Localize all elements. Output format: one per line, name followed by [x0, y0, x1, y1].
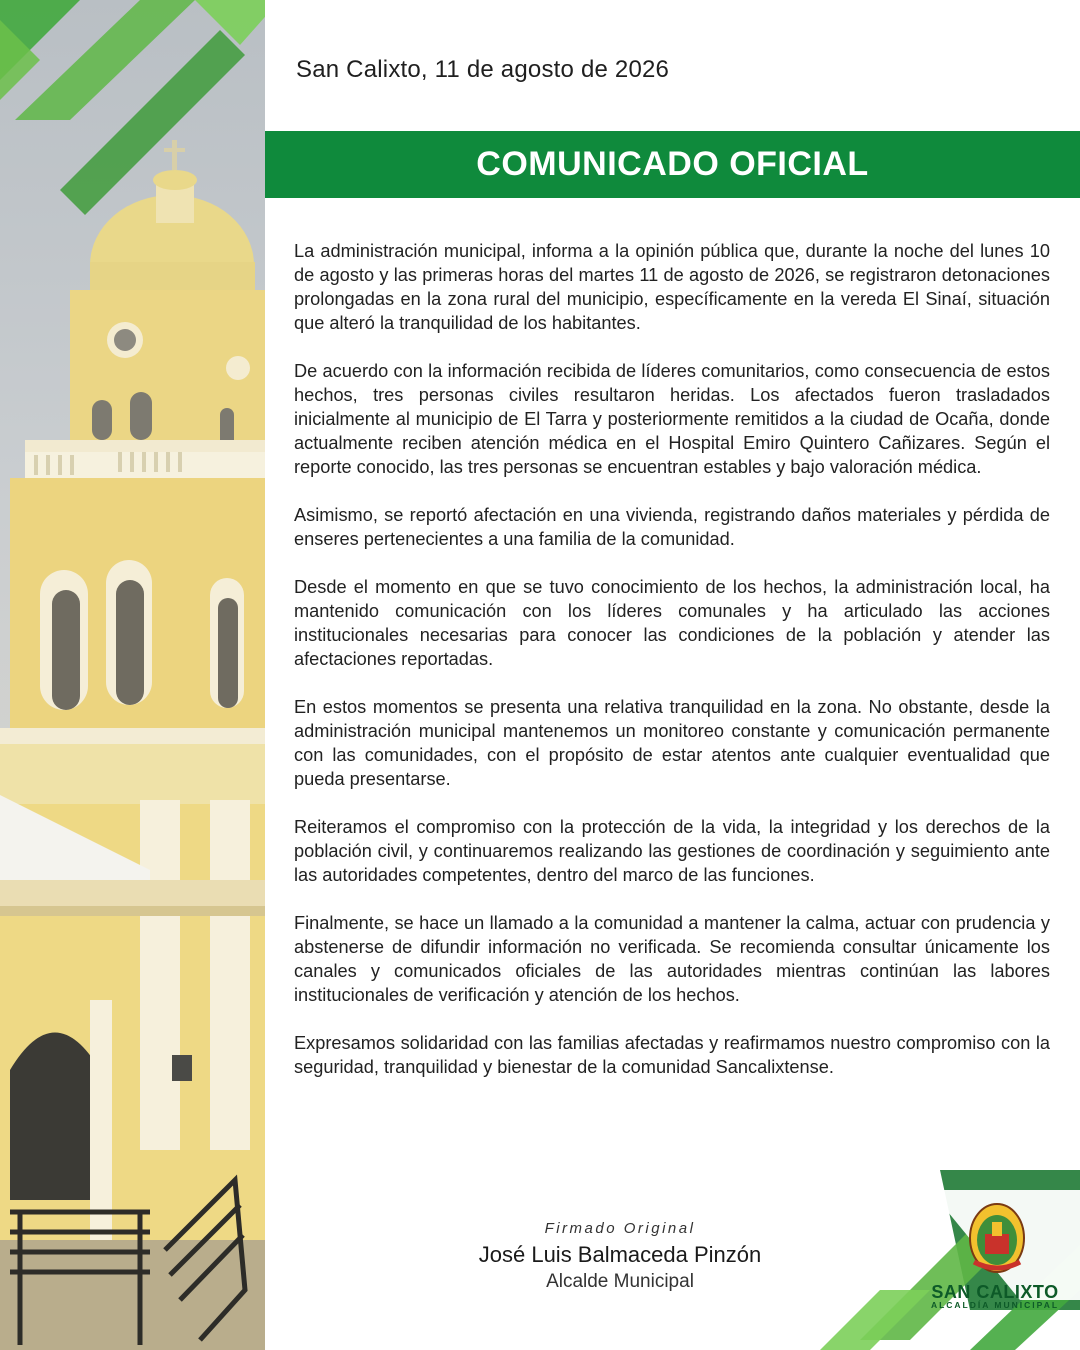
paragraph: Expresamos solidaridad con las familias afectadas y reafirmamos nuestro compromiso con la seguridad, tranquilidad y bienestar de la comunidad Sancalixtense.: [294, 1033, 1050, 1077]
paragraph: Reiteramos el compromiso con la protección de la vida, la integridad y los derechos de la población civil, y continuaremos realizando las gestiones de coordinación y seguimiento ante las autoridades competentes, dentro del marco de las funciones.: [294, 817, 1050, 885]
logo-name: SAN CALIXTO: [931, 1282, 1059, 1302]
corner-decoration: [820, 1150, 1080, 1350]
municipal-seal-icon: [968, 1200, 1026, 1278]
paragraph: Finalmente, se hace un llamado a la comunidad a mantener la calma, actuar con prudencia y abstenerse de difundir información no verificada. Se recomienda consultar únicamente los canales y comunicados oficiales de las autoridades mientras continúan las labores institucionales de verificación y atención de los hechos.: [294, 913, 1050, 1005]
logo-subtitle: ALCALDÍA MUNICIPAL: [930, 1300, 1060, 1310]
paragraph: De acuerdo con la información recibida de líderes comunitarios, como consecuencia de estos hechos, tres personas civiles resultaron heridas. Los afectados fueron trasladados inicialmente al municipio de El Tarra y posteriormente remitidos a la ciudad de Ocaña, donde actualmente reciben atención médica en el Hospital Emiro Quintero Cañizares. Según el reporte conocido, las tres personas se encuentran estables y bajo valoración médica.: [294, 361, 1050, 477]
signature-block: [420, 1220, 820, 1293]
church-photo: [0, 0, 265, 1350]
document-title: COMUNICADO OFICIAL: [476, 145, 869, 183]
signature-label: Firmado Original: [544, 1220, 696, 1237]
paragraph: Asimismo, se reportó afectación en una vivienda, registrando daños materiales y pérdida de enseres pertenecientes a una familia de la comunidad.: [294, 505, 1050, 549]
signer-role: Alcalde Municipal: [546, 1271, 694, 1292]
paragraph: Desde el momento en que se tuvo conocimiento de los hechos, la administración local, ha mantenido comunicación con los líderes comunales y ha articulado las acciones institucionales necesarias para conocer las condiciones de la población y atender las afectaciones reportadas.: [294, 577, 1050, 669]
signer-name: José Luis Balmaceda Pinzón: [478, 1242, 762, 1267]
document-date: San Calixto, 11 de agosto de 2026: [296, 56, 670, 83]
title-banner: [265, 131, 1080, 198]
document-body: [294, 239, 1050, 1103]
paragraph: La administración municipal, informa a la opinión pública que, durante la noche del lunes 10 de agosto y las primeras horas del martes 11 de agosto de 2026, se registraron detonaciones prolongadas en la zona rural del municipio, específicamente en la vereda El Sinaí, situación que alteró la tranquilidad de los habitantes.: [294, 241, 1050, 333]
paragraph: En estos momentos se presenta una relativa tranquilidad en la zona. No obstante, desde la administración municipal mantenemos un monitoreo constante y comunicación permanente con las comunidades, con el propósito de estar atentos ante cualquier eventualidad que pueda presentarse.: [294, 697, 1050, 789]
